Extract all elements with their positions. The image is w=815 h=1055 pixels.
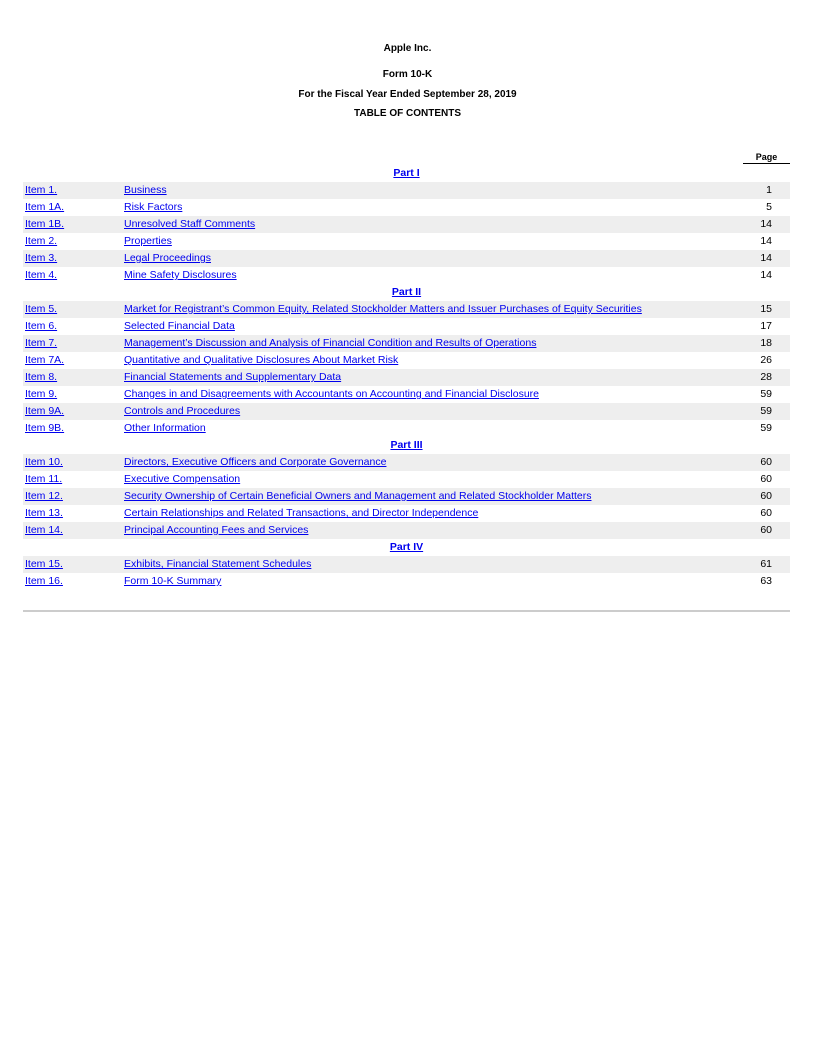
item-number-link[interactable]: Item 1B. xyxy=(25,218,65,230)
item-number-link[interactable]: Item 3. xyxy=(25,252,58,264)
item-title-link[interactable]: Risk Factors xyxy=(124,201,183,213)
page-column-header: Page xyxy=(743,151,790,164)
item-number-link[interactable]: Item 6. xyxy=(25,320,58,332)
item-number-link[interactable]: Item 2. xyxy=(25,235,58,247)
item-page-number: 14 xyxy=(760,235,772,247)
toc-row xyxy=(23,318,790,335)
item-page-number: 17 xyxy=(760,320,772,332)
item-number-link[interactable]: Item 10. xyxy=(25,456,63,468)
part-heading-row xyxy=(23,437,790,454)
item-page-number: 26 xyxy=(760,354,772,366)
company-name: Apple Inc. xyxy=(383,43,432,54)
item-number-link[interactable]: Item 5. xyxy=(25,303,58,315)
item-page-number: 60 xyxy=(760,456,772,468)
item-number-link[interactable]: Item 15. xyxy=(25,558,63,570)
toc-row xyxy=(23,454,790,471)
toc-row xyxy=(23,573,790,590)
item-title-link[interactable]: Executive Compensation xyxy=(124,473,241,485)
item-title-link[interactable]: Management’s Discussion and Analysis of Financial Condition and Results of Operations xyxy=(124,337,537,349)
item-number-link[interactable]: Item 9A. xyxy=(25,405,65,417)
item-page-number: 14 xyxy=(760,218,772,230)
toc-row xyxy=(23,420,790,437)
toc-row xyxy=(23,386,790,403)
item-title-link[interactable]: Principal Accounting Fees and Services xyxy=(124,524,309,536)
part-heading-row xyxy=(23,165,790,182)
item-title-link[interactable]: Changes in and Disagreements with Accountants on Accounting and Financial Disclosure xyxy=(124,388,539,400)
item-number-link[interactable]: Item 4. xyxy=(25,269,58,281)
item-number-link[interactable]: Item 9. xyxy=(25,388,58,400)
item-number-link[interactable]: Item 13. xyxy=(25,507,63,519)
item-title-link[interactable]: Controls and Procedures xyxy=(124,405,241,417)
item-title-link[interactable]: Form 10-K Summary xyxy=(124,575,222,587)
item-number-link[interactable]: Item 9B. xyxy=(25,422,65,434)
toc-row xyxy=(23,556,790,573)
item-title-link[interactable]: Mine Safety Disclosures xyxy=(124,269,237,281)
form-type: Form 10-K xyxy=(382,69,433,80)
toc-row xyxy=(23,267,790,284)
item-page-number: 18 xyxy=(760,337,772,349)
item-title-link[interactable]: Selected Financial Data xyxy=(124,320,235,332)
item-page-number: 60 xyxy=(760,473,772,485)
item-number-link[interactable]: Item 8. xyxy=(25,371,58,383)
part-heading-link[interactable]: Part I xyxy=(393,167,420,179)
part-heading-link[interactable]: Part IV xyxy=(389,541,424,553)
item-title-link[interactable]: Properties xyxy=(124,235,172,247)
item-title-link[interactable]: Quantitative and Qualitative Disclosures About Market Risk xyxy=(124,354,399,366)
item-page-number: 15 xyxy=(760,303,772,315)
item-number-link[interactable]: Item 7A. xyxy=(25,354,65,366)
item-title-link[interactable]: Market for Registrant’s Common Equity, Related Stockholder Matters and Issuer Purchases of Equity Securities xyxy=(124,303,642,315)
toc-row xyxy=(23,488,790,505)
toc-row xyxy=(23,335,790,352)
table-of-contents xyxy=(23,165,790,590)
item-page-number: 61 xyxy=(760,558,772,570)
item-page-number: 14 xyxy=(760,252,772,264)
item-number-link[interactable]: Item 11. xyxy=(25,473,63,485)
toc-row xyxy=(23,522,790,539)
item-title-link[interactable]: Security Ownership of Certain Beneficial Owners and Management and Related Stockholder Matters xyxy=(124,490,592,502)
item-number-link[interactable]: Item 7. xyxy=(25,337,58,349)
item-number-link[interactable]: Item 1. xyxy=(25,184,58,196)
toc-row xyxy=(23,182,790,199)
item-title-link[interactable]: Business xyxy=(124,184,167,196)
toc-row xyxy=(23,471,790,488)
part-heading-link[interactable]: Part II xyxy=(391,286,422,298)
part-heading-link[interactable]: Part III xyxy=(390,439,423,451)
item-title-link[interactable]: Financial Statements and Supplementary Data xyxy=(124,371,342,383)
toc-row xyxy=(23,216,790,233)
toc-row xyxy=(23,199,790,216)
item-page-number: 5 xyxy=(766,201,772,213)
toc-title: TABLE OF CONTENTS xyxy=(353,108,462,119)
footer-divider xyxy=(23,610,790,612)
toc-row xyxy=(23,233,790,250)
fiscal-year-line: For the Fiscal Year Ended September 28, 2019 xyxy=(298,89,517,100)
part-heading-row xyxy=(23,539,790,556)
toc-row xyxy=(23,301,790,318)
part-heading-row xyxy=(23,284,790,301)
item-number-link[interactable]: Item 14. xyxy=(25,524,63,536)
item-page-number: 59 xyxy=(760,405,772,417)
item-number-link[interactable]: Item 16. xyxy=(25,575,63,587)
item-title-link[interactable]: Other Information xyxy=(124,422,206,434)
item-page-number: 59 xyxy=(760,388,772,400)
item-title-link[interactable]: Legal Proceedings xyxy=(124,252,211,264)
toc-row xyxy=(23,369,790,386)
item-title-link[interactable]: Exhibits, Financial Statement Schedules xyxy=(124,558,312,570)
toc-row xyxy=(23,403,790,420)
item-page-number: 28 xyxy=(760,371,772,383)
item-number-link[interactable]: Item 12. xyxy=(25,490,63,502)
item-page-number: 60 xyxy=(760,490,772,502)
item-page-number: 14 xyxy=(760,269,772,281)
toc-row xyxy=(23,352,790,369)
item-page-number: 60 xyxy=(760,507,772,519)
toc-row xyxy=(23,505,790,522)
item-title-link[interactable]: Directors, Executive Officers and Corporate Governance xyxy=(124,456,387,468)
item-title-link[interactable]: Certain Relationships and Related Transactions, and Director Independence xyxy=(124,507,479,519)
item-page-number: 59 xyxy=(760,422,772,434)
item-page-number: 63 xyxy=(760,575,772,587)
item-number-link[interactable]: Item 1A. xyxy=(25,201,65,213)
item-page-number: 1 xyxy=(766,184,772,196)
toc-row xyxy=(23,250,790,267)
item-title-link[interactable]: Unresolved Staff Comments xyxy=(124,218,256,230)
item-page-number: 60 xyxy=(760,524,772,536)
